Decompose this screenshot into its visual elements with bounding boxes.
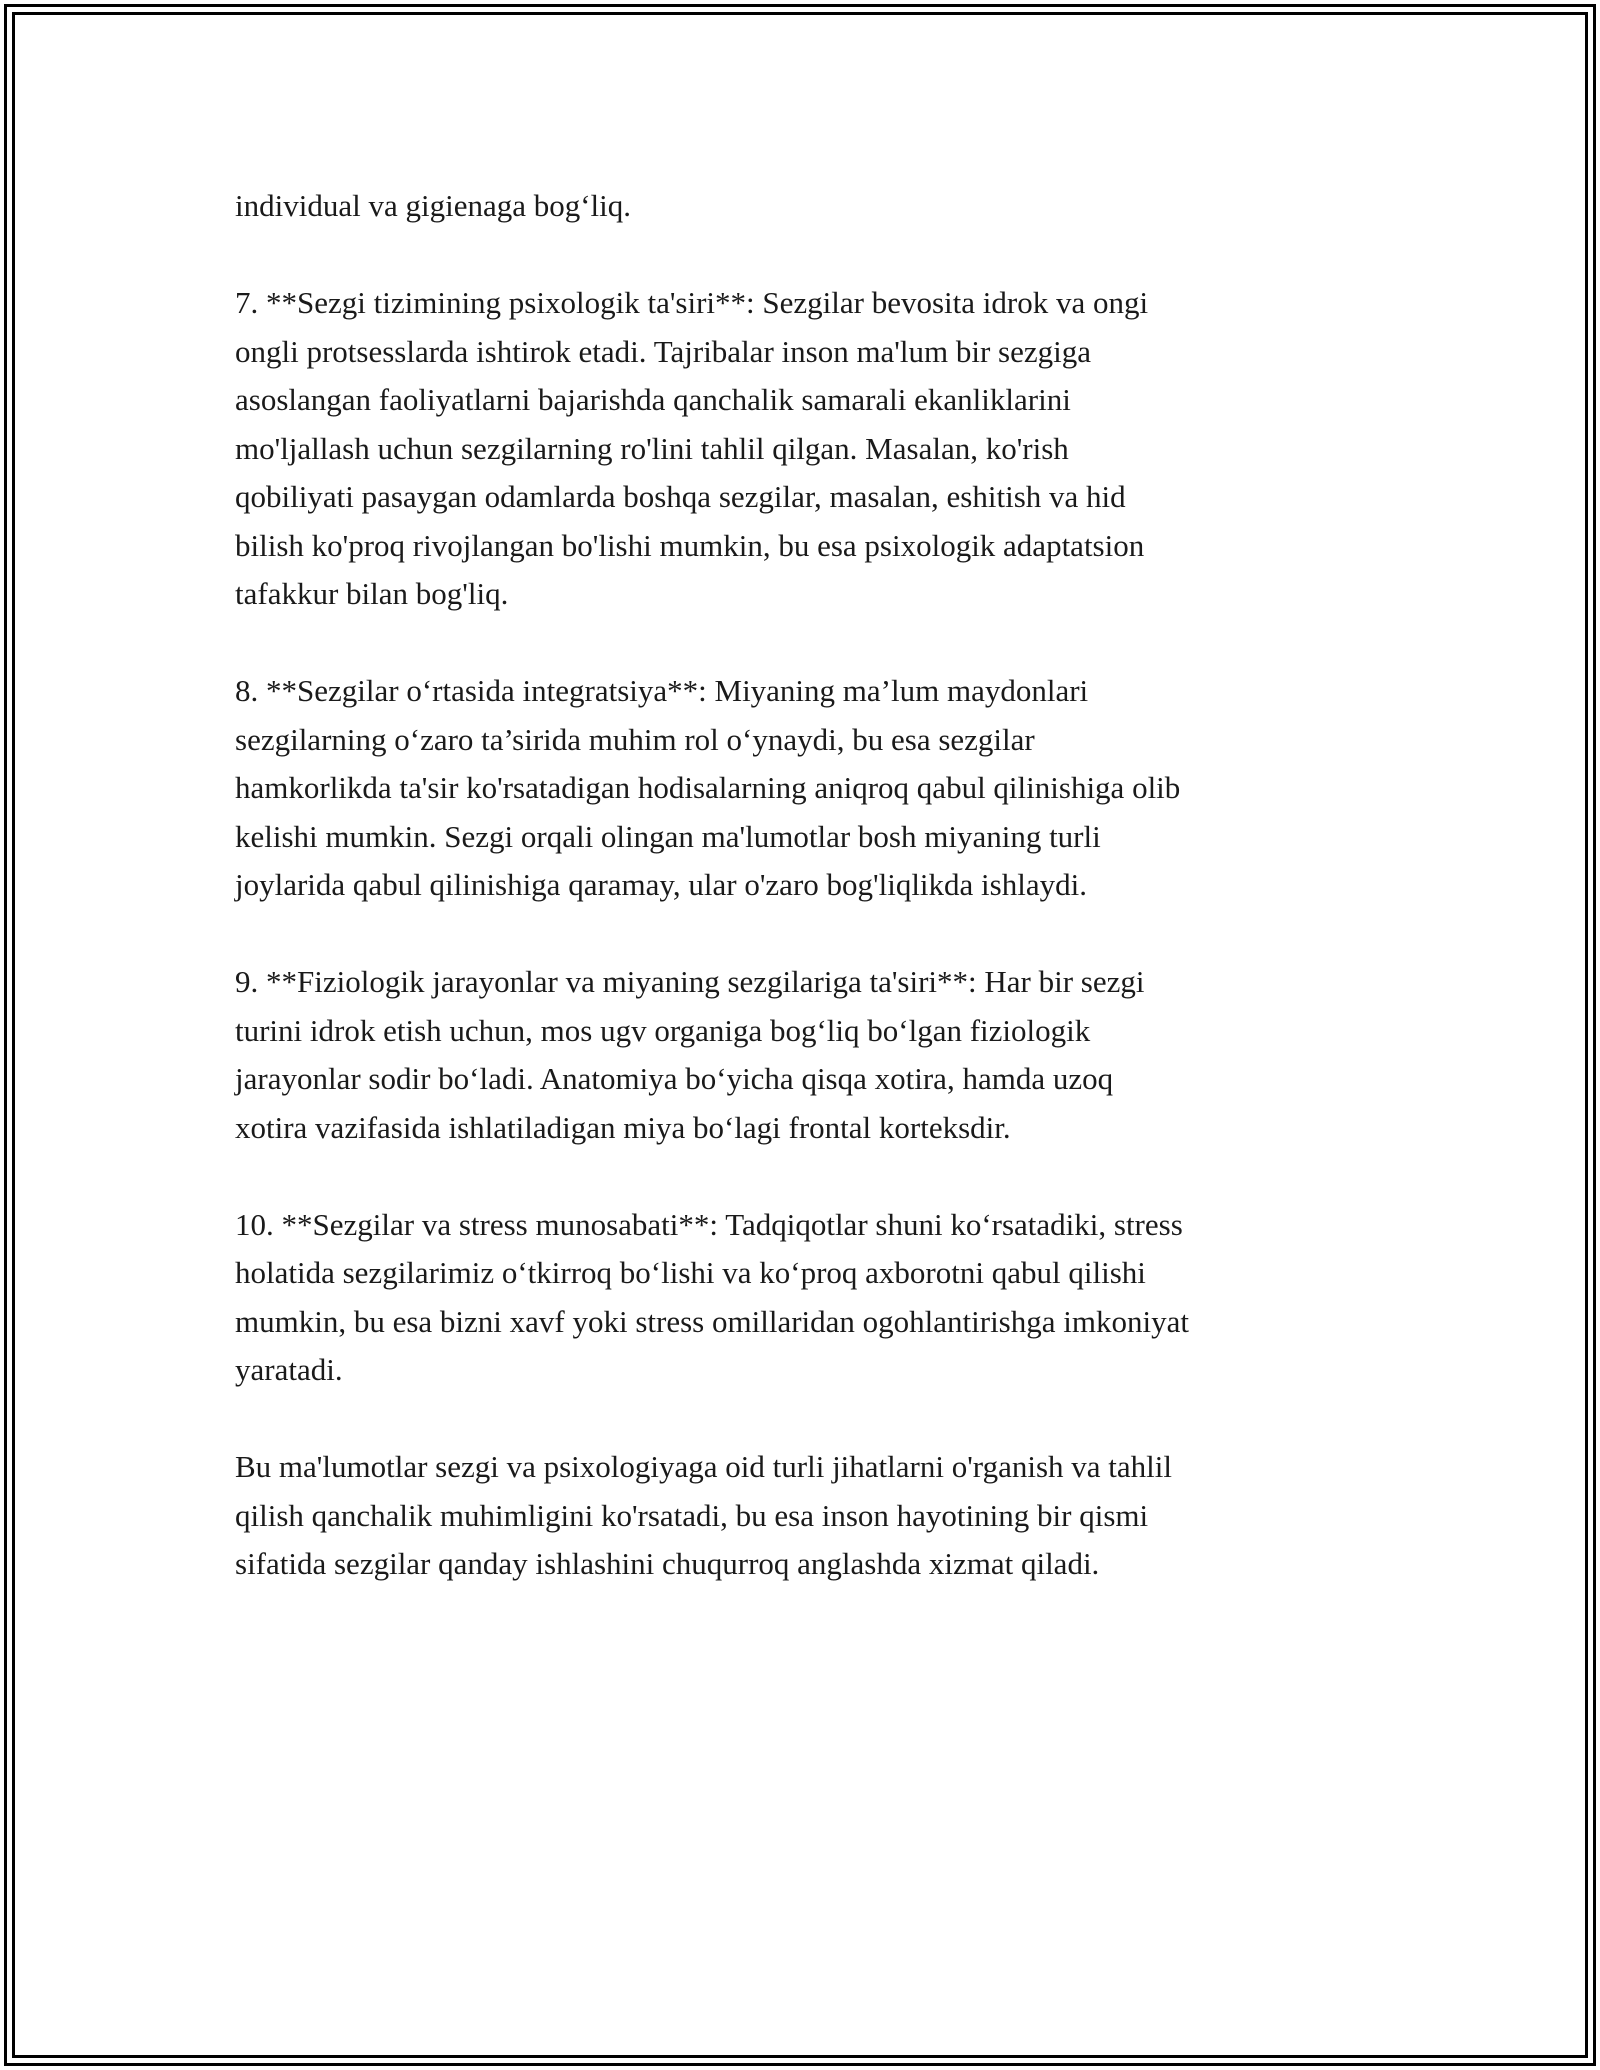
paragraph-item-8: 8. **Sezgilar o‘rtasida integratsiya**: Miyaning ma’lum maydonlari sezgilarning o‘zaro ta’sirida muhim rol o‘ynaydi, bu esa sezgilar hamkorlikda ta'sir ko'rsatadigan hodisalarning aniqroq qabul qilinishiga olib kelishi mumkin. Sezgi orqali olingan ma'lumotlar bosh miyaning turli joylarida qabul qilinishiga qaramay, ular o'zaro bog'liqlikda ishlaydi. xyxy=(235,673,1181,902)
paragraph-conclusion: Bu ma'lumotlar sezgi va psixologiyaga oid turli jihatlarni o'rganish va tahlil qilish qanchalik muhimligini ko'rsatadi, bu esa inson hayotining bir qismi sifatida sezgilar qanday ishlashini chuqurroq anglashda xizmat qiladi. xyxy=(235,1449,1172,1581)
paragraph-continuation: individual va gigienaga bog‘liq. xyxy=(235,188,632,223)
document-body xyxy=(235,182,1375,1637)
paragraph-item-9: 9. **Fiziologik jarayonlar va miyaning sezgilariga ta'siri**: Har bir sezgi turini idrok etish uchun, mos ugv organiga bog‘liq bo‘lgan fiziologik jarayonlar sodir bo‘ladi. Anatomiya bo‘yicha qisqa xotira, hamda uzoq xotira vazifasida ishlatiladigan miya bo‘lagi frontal korteksdir. xyxy=(235,964,1145,1145)
paragraph-item-10: 10. **Sezgilar va stress munosabati**: Tadqiqotlar shuni ko‘rsatadiki, stress holatida sezgilarimiz o‘tkirroq bo‘lishi va ko‘proq axborotni qabul qilishi mumkin, bu esa bizni xavf yoki stress omillaridan ogohlantirishga imkoniyat yaratadi. xyxy=(235,1206,1189,1387)
paragraph-item-7: 7. **Sezgi tizimining psixologik ta'siri**: Sezgilar bevosita idrok va ongi ongli protsesslarda ishtirok etadi. Tajribalar inson ma'lum bir sezgiga asoslangan faoliyatlarni bajarishda qanchalik samarali ekanliklarini mo'ljallash uchun sezgilarning ro'lini tahlil qilgan. Masalan, ko'rish qobiliyati pasaygan odamlarda boshqa sezgilar, masalan, eshitish va hid bilish ko'proq rivojlangan bo'lishi mumkin, bu esa psixologik adaptatsion tafakkur bilan bog'liq. xyxy=(235,285,1149,611)
